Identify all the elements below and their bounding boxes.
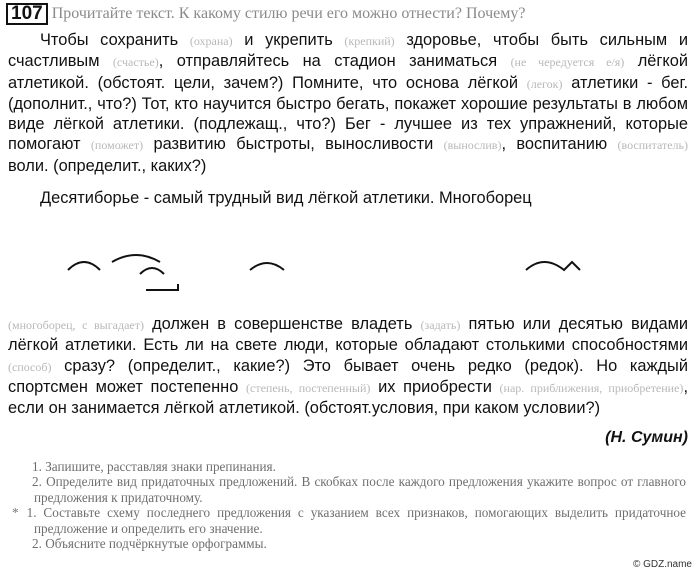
grey-hint: (поможет) — [90, 138, 144, 153]
text-run: воли. (определит., каких?) — [8, 156, 207, 175]
text-run: , воспитанию — [501, 135, 618, 154]
question-item: 1. Запишите, расставляя знаки препинания. — [32, 459, 276, 474]
exercise-number: 107 — [6, 3, 48, 25]
paragraph-2-text: Десятиборье - самый трудный вид лёгкой атлетики. Многоборец — [40, 189, 532, 207]
text-run: здоровье, чтобы быть сильным и счастливым — [8, 31, 688, 71]
grey-hint: (охрана) — [189, 34, 233, 48]
exercise-task: Прочитайте текст. К какому стилю речи его можно отнести? Почему? — [51, 5, 526, 22]
text-run: развитию быстроты, выносливости — [143, 135, 444, 154]
grey-hint: (способ) — [8, 359, 52, 374]
questions-list — [14, 459, 686, 551]
grey-hint: (вынослив) — [443, 138, 502, 153]
question-item: * 1. Составьте схему последнего предложения с указанием всех признаков, помогающих выделить придаточное предложение и определить его значение. — [12, 505, 686, 536]
text-run: , отправляйтесь на стадион заниматься — [158, 52, 511, 71]
suffix-mark — [146, 284, 178, 290]
author: (Н. Сумин) — [605, 429, 688, 446]
grey-hint: (легок) — [526, 76, 563, 91]
paragraph-2 — [8, 188, 688, 208]
grey-hint: (степень, постепенный) — [246, 380, 371, 395]
paragraph-3 — [8, 314, 688, 418]
paragraph-1 — [8, 30, 688, 176]
morpheme-arcs — [60, 250, 620, 300]
question-item: 2. Объясните подчёркнутые орфограммы. — [32, 536, 267, 552]
text-run: лёгкой атлетикой. (обстоят. цели, зачем?) Помните, что основа лёгкой — [8, 52, 688, 92]
grey-hint: (крепкий) — [344, 34, 395, 48]
arc-mark — [112, 255, 160, 262]
arc-mark — [140, 268, 164, 274]
arc-mark — [68, 262, 100, 270]
text-run: атлетики - бег. (дополнит., что?) Тот, кто научится быстро бегать, покажет хорошие результаты в любом виде лёгкой атлетики. (подлежащ., что?) Бег - лучшее из тех упражнений, которые помогают — [8, 73, 688, 154]
text-run: пятью или десятью видами лёгкой атлетики. Есть ли на свете люди, которые обладают столькими способностями — [8, 315, 688, 355]
arc-mark — [250, 263, 284, 270]
text-run: Чтобы сохранить — [40, 31, 190, 49]
grey-hint: (не чередуется е/я) — [510, 55, 625, 70]
text-run: , если он занимается лёгкой атлетикой. (обстоят.условия, при каком условии?) — [8, 377, 688, 418]
text-run: сразу? (определит., какие?) Это бывает очень редко (редок). Но каждый спортсмен может постепенно — [8, 356, 688, 396]
text-run: и укрепить — [232, 31, 345, 49]
arc-mark — [526, 262, 580, 270]
text-run: их приобрести — [370, 377, 500, 396]
question-item: 2. Определите вид придаточных предложений. В скобках после каждого предложения укажите вопрос от главного предложения к придаточному. — [32, 474, 686, 505]
watermark: © GDZ.name — [632, 559, 692, 570]
grey-hint: (счастье) — [112, 55, 159, 70]
grey-hint: (задать) — [420, 318, 461, 332]
grey-hint: (нар. приближения, приобретение) — [499, 380, 684, 395]
text-run: должен в совершенстве владеть — [143, 315, 421, 333]
grey-hint: (многоборец, с выгадает) — [8, 318, 144, 332]
exercise-header — [6, 3, 525, 25]
grey-hint: (воспитатель) — [617, 138, 689, 153]
